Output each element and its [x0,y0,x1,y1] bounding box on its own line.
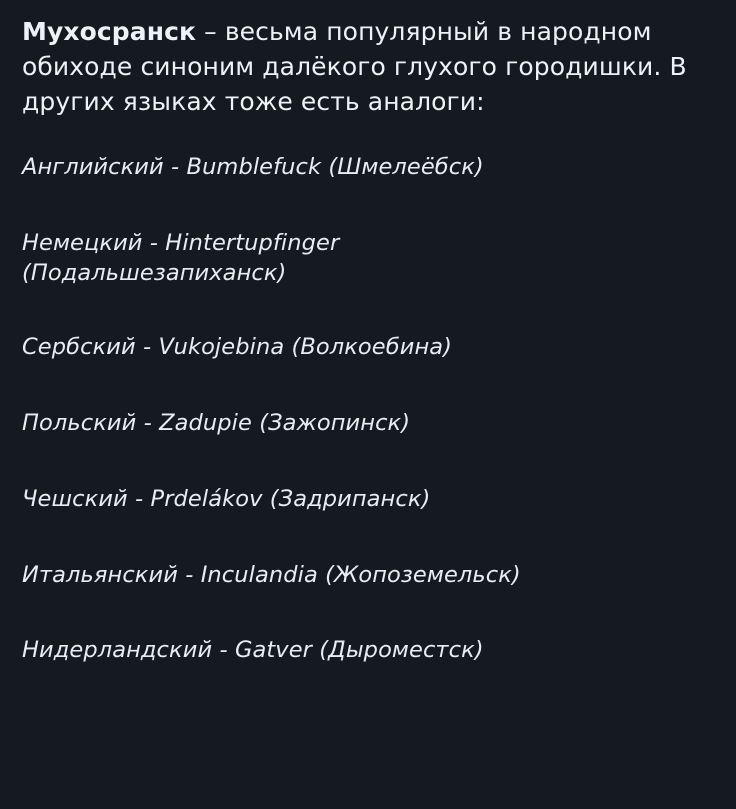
entry-term: Gatver [234,637,312,664]
entry-term: Prdelákov [150,485,263,512]
entry-language: Сербский [22,333,136,360]
list-item [22,561,718,591]
list-item [22,333,718,363]
entry-term: Vukojebina [158,333,285,360]
entry-gloss: (Дыроместск) [319,637,484,664]
entry-gloss: (Зажопинск) [259,409,411,436]
entry-language: Итальянский [22,561,178,588]
entry-separator: - [219,637,228,664]
intro-paragraph [22,14,718,119]
entry-language: Чешский [22,485,128,512]
entry-gloss: (Волкоебина) [291,333,453,360]
entry-gloss: (Задрипанск) [269,485,431,512]
entry-separator: - [185,561,194,588]
list-item [22,485,718,515]
list-item [22,229,718,289]
entry-language: Польский [22,409,137,436]
entry-language: Нидерландский [22,637,213,664]
entry-separator: - [142,333,152,360]
entry-separator: - [143,409,152,436]
entry-term: Bumblefuck [186,154,322,180]
intro-rest-text: – весьма популярный в народном обиходе синоним далёкого глухого городишки. В других языках тоже есть аналоги: [22,17,687,116]
entry-separator: - [135,485,144,512]
entry-gloss: (Подальшезапиханск) [22,259,287,286]
entry-list [22,153,718,666]
list-item [22,409,718,439]
entry-gloss: (Жопоземельск) [325,561,521,588]
entry-separator: - [171,154,180,180]
intro-lead-term: Мухосранск [22,17,197,46]
entry-gloss: (Шмелеёбск) [328,154,484,180]
entry-term: Hintertupfinger [165,229,340,256]
list-item [22,153,718,183]
entry-language: Английский [22,154,164,180]
list-item [22,636,718,666]
entry-term: Zadupie [159,409,252,436]
entry-separator: - [149,229,159,256]
entry-language: Немецкий [22,229,143,256]
entry-term: Inculandia [200,561,318,588]
